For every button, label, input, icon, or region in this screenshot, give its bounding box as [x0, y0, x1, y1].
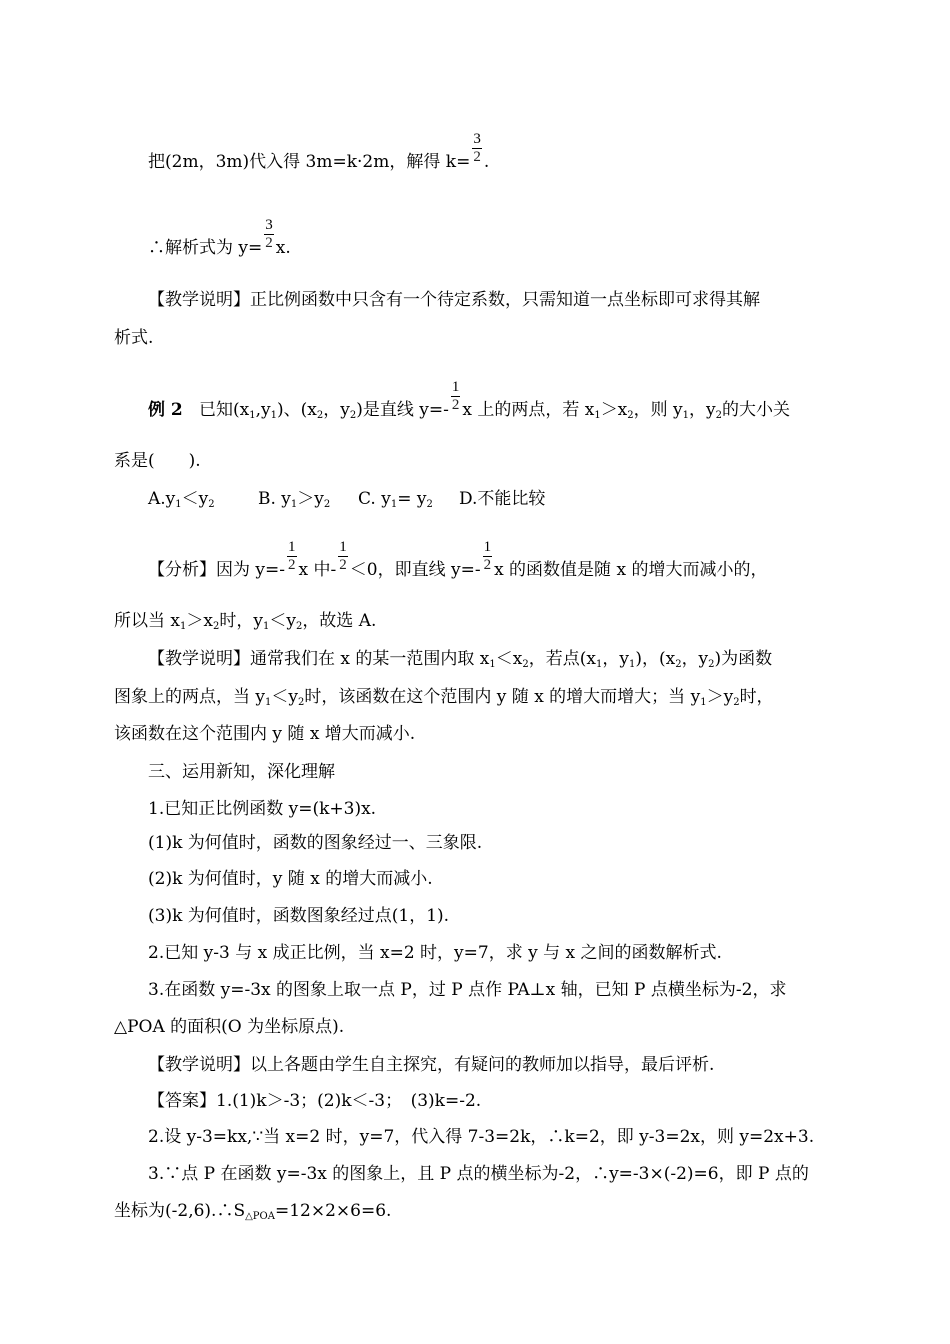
teaching-note-3: 【教学说明】以上各题由学生自主探究，有疑问的教师加以指导，最后评析.: [148, 1055, 715, 1075]
option-a: $A.y_1<y_2$: [148, 489, 215, 510]
answer-1: 【答案】1.(1)k＞-3；(2)k＜-3； (3)k=-2.: [148, 1091, 482, 1111]
fraction: $\frac{1}{2}$: [483, 539, 492, 573]
teaching-note-1: 【教学说明】正比例函数中只含有一个待定系数，只需知道一点坐标即可求得其解: [148, 290, 760, 310]
question-1-part-3: (3)k 为何值时，函数图象经过点(1，1).: [148, 906, 450, 926]
option-d: D.不能比较: [459, 489, 546, 509]
option-c: C. $y_1= y_2$: [358, 489, 433, 510]
teaching-note-2: 【教学说明】通常我们在 x 的某一范围内取 $x_1<x_2$，若点($x_1$，$y_1$)，($x_2$，$y_2$)为函数: [148, 649, 773, 670]
answer-2: 2.设 y-3=kx,∵当 x=2 时，y=7，代入得 7-3=2k，∴k=2，即 y-3=2x，则 y=2x+3.: [148, 1127, 815, 1147]
analysis: 【分析】因为 y=- $\frac{1}{2}$ x 中- $\frac{1}{2}$ ＜0，即直线 y=- $\frac{1}{2}$ x 的函数值是随 x 的增大而减小的，: [148, 539, 768, 580]
text: 把(2m，3m)代入得 3m=k·2m，解得 k=: [148, 152, 471, 172]
question-1: 1.已知正比例函数 y=(k+3)x.: [148, 799, 377, 819]
line-substitution: 把(2m，3m)代入得 3m=k·2m，解得 k= $\frac{3}{2}$ .: [148, 131, 490, 172]
question-1-part-2: (2)k 为何值时，y 随 x 的增大而减小.: [148, 869, 433, 889]
analysis-cont: 所以当 $x_1>x_2$时，$y_1<y_2$，故选 A.: [114, 611, 377, 632]
example-2: 例 2 已知$(x_1,y_1)$、($x_2$，$y_2$)是直线 y=- $\frac{1}{2}$ x 上的两点，若 $x_1>x_2$，则 $y_1$，$y_2$的大小关: [148, 379, 791, 421]
question-3-cont: △POA 的面积(O 为坐标原点).: [114, 1017, 345, 1037]
fraction: $\frac{3}{2}$: [265, 217, 273, 251]
question-3: 3.在函数 y=-3x 的图象上取一点 P，过 P 点作 PA⊥x 轴，已知 P 点横坐标为-2，求: [148, 980, 787, 1000]
section-heading: 三、运用新知，深化理解: [148, 762, 335, 782]
option-b: B. $y_1>y_2$: [258, 489, 331, 510]
example-label: 例 2: [148, 400, 183, 420]
fraction: $\frac{3}{2}$: [473, 131, 481, 165]
fraction: $\frac{1}{2}$: [288, 539, 296, 573]
example-2-cont: 系是( ).: [114, 451, 201, 471]
teaching-note-2-end: 该函数在这个范围内 y 随 x 增大而减小.: [114, 724, 416, 744]
question-2: 2.已知 y-3 与 x 成正比例，当 x=2 时，y=7，求 y 与 x 之间的函数解析式.: [148, 943, 722, 963]
question-1-part-1: (1)k 为何值时，函数的图象经过一、三象限.: [148, 833, 483, 853]
teaching-note-1-cont: 析式.: [114, 328, 154, 348]
fraction: $\frac{1}{2}$: [339, 539, 347, 573]
answer-3: 3.∵点 P 在函数 y=-3x 的图象上，且 P 点的横坐标为-2，∴y=-3×(-2)=6，即 P 点的: [148, 1164, 809, 1184]
answer-3-cont: 坐标为$(-2,6).\therefore S_{\triangle POA}=12\times 2\times 6=6$.: [114, 1201, 392, 1222]
teaching-note-2-cont: 图象上的两点，当 $y_1<y_2$时，该函数在这个范围内 y 随 x 的增大而增大；当 $y_1>y_2$时，: [114, 687, 774, 708]
line-expression: ∴解析式为 y= $\frac{3}{2}$ x.: [148, 217, 291, 258]
fraction: $\frac{1}{2}$: [451, 379, 460, 413]
